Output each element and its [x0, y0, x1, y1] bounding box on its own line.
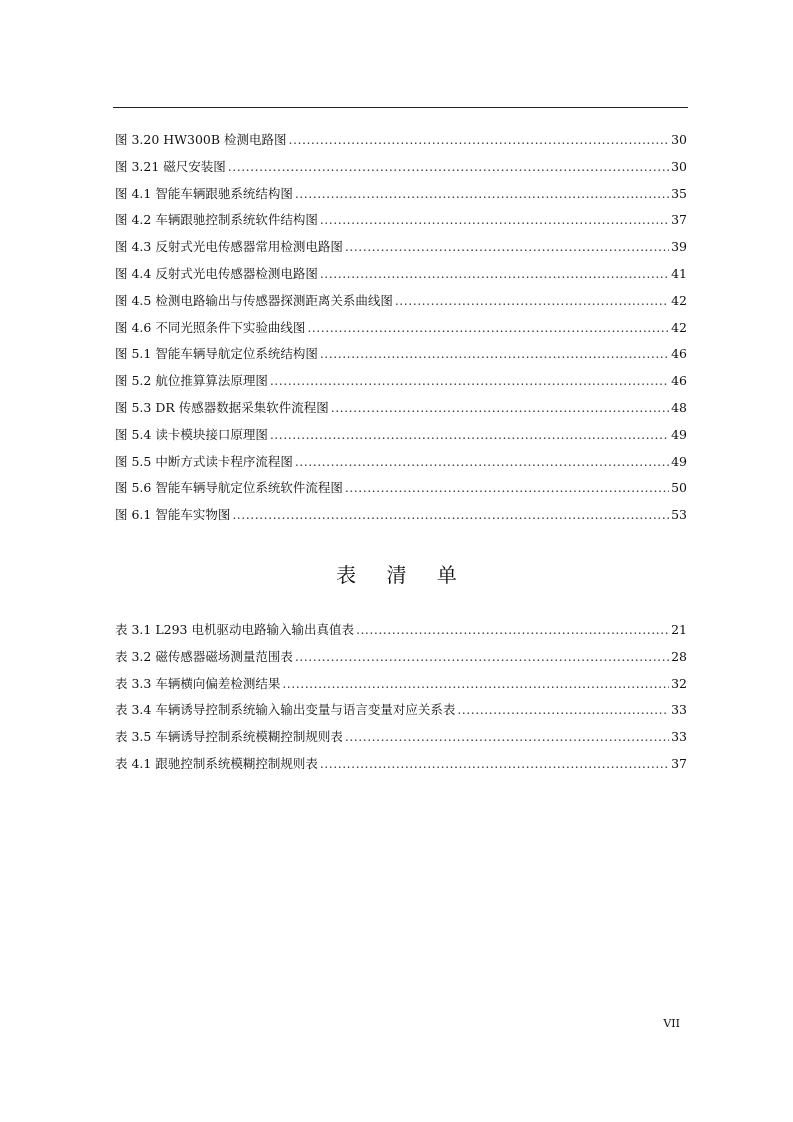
leader-dots: [228, 158, 669, 176]
leader-dots: [289, 131, 670, 149]
entry-label: 表 4.1 跟驰控制系统模糊控制规则表: [115, 755, 318, 771]
entry-label: 图 5.2 航位推算算法原理图: [115, 373, 268, 389]
figure-entry[interactable]: [115, 345, 687, 372]
entry-label: 图 3.20 HW300B 检测电路图: [115, 132, 287, 147]
figure-entry[interactable]: [115, 399, 687, 426]
entry-page-number: 49: [671, 426, 687, 442]
figure-entry[interactable]: [115, 131, 687, 158]
leader-dots: [457, 701, 669, 719]
entry-page-number: 53: [671, 507, 687, 523]
figure-entry[interactable]: [115, 372, 687, 399]
entry-label: 图 4.1 智能车辆跟驰系统结构图: [115, 185, 293, 201]
entry-page-number: 37: [671, 212, 687, 228]
table-entry[interactable]: [115, 728, 687, 755]
table-entry[interactable]: [115, 755, 687, 782]
entry-page-number: 28: [671, 648, 687, 664]
entry-label: 图 4.5 检测电路输出与传感器探测距离关系曲线图: [115, 292, 393, 308]
entry-label: 图 5.4 读卡模块接口原理图: [115, 426, 268, 442]
leader-dots: [320, 755, 669, 773]
figure-entry[interactable]: [115, 185, 687, 212]
leader-dots: [345, 238, 669, 256]
entry-label: 图 4.2 车辆跟驰控制系统软件结构图: [115, 212, 318, 228]
entry-page-number: 39: [671, 239, 687, 255]
leader-dots: [345, 728, 669, 746]
entry-page-number: 46: [671, 346, 687, 362]
figure-list: [115, 131, 687, 533]
entry-label: 表 3.5 车辆诱导控制系统模糊控制规则表: [115, 729, 343, 745]
leader-dots: [331, 399, 669, 417]
entry-page-number: 30: [671, 132, 687, 147]
leader-dots: [307, 319, 669, 337]
entry-page-number: 42: [671, 292, 687, 308]
figure-entry[interactable]: [115, 426, 687, 453]
leader-dots: [295, 185, 669, 203]
entry-label: 图 3.21 磁尺安装图: [115, 158, 226, 174]
entry-page-number: 21: [671, 622, 687, 637]
table-entry[interactable]: [115, 648, 687, 675]
leader-dots: [295, 648, 669, 666]
entry-page-number: 30: [671, 158, 687, 174]
entry-page-number: 37: [671, 755, 687, 771]
figure-entry[interactable]: [115, 292, 687, 319]
entry-label: 图 4.6 不同光照条件下实验曲线图: [115, 319, 306, 335]
entry-label: 图 5.6 智能车辆导航定位系统软件流程图: [115, 480, 343, 496]
entry-page-number: 41: [671, 265, 687, 281]
entry-label: 图 5.5 中断方式读卡程序流程图: [115, 453, 293, 469]
leader-dots: [320, 265, 669, 283]
leader-dots: [232, 506, 669, 524]
entry-page-number: 46: [671, 373, 687, 389]
entry-label: 图 5.3 DR 传感器数据采集软件流程图: [115, 399, 329, 415]
figure-entry[interactable]: [115, 506, 687, 533]
entry-label: 图 5.1 智能车辆导航定位系统结构图: [115, 346, 318, 362]
entry-page-number: 49: [671, 453, 687, 469]
entry-page-number: 35: [671, 185, 687, 201]
entry-page-number: 50: [671, 480, 687, 496]
entry-page-number: 32: [671, 675, 687, 691]
figure-entry[interactable]: [115, 265, 687, 292]
leader-dots: [270, 426, 669, 444]
figure-entry[interactable]: [115, 319, 687, 346]
header-rule: [113, 107, 688, 108]
tables-section-title: 表 清 单: [336, 563, 469, 587]
table-entry[interactable]: [115, 675, 687, 702]
figure-entry[interactable]: [115, 479, 687, 506]
leader-dots: [356, 621, 669, 639]
entry-page-number: 33: [671, 702, 687, 718]
entry-label: 表 3.3 车辆横向偏差检测结果: [115, 675, 281, 691]
leader-dots: [345, 479, 669, 497]
leader-dots: [395, 292, 669, 310]
figure-entry[interactable]: [115, 158, 687, 185]
page-number: VII: [663, 1017, 680, 1030]
table-list: [115, 621, 687, 782]
figure-entry[interactable]: [115, 211, 687, 238]
entry-page-number: 42: [671, 319, 687, 335]
entry-label: 图 4.4 反射式光电传感器检测电路图: [115, 265, 318, 281]
figure-entry[interactable]: [115, 238, 687, 265]
entry-label: 图 4.3 反射式光电传感器常用检测电路图: [115, 239, 343, 255]
table-entry[interactable]: [115, 621, 687, 648]
entry-label: 表 3.2 磁传感器磁场测量范围表: [115, 648, 293, 664]
leader-dots: [320, 211, 669, 229]
table-entry[interactable]: [115, 701, 687, 728]
entry-label: 表 3.4 车辆诱导控制系统输入输出变量与语言变量对应关系表: [115, 702, 456, 718]
entry-label: 表 3.1 L293 电机驱动电路输入输出真值表: [115, 622, 354, 637]
figure-entry[interactable]: [115, 453, 687, 480]
leader-dots: [320, 345, 669, 363]
entry-page-number: 33: [671, 729, 687, 745]
leader-dots: [282, 675, 669, 693]
leader-dots: [295, 453, 669, 471]
entry-label: 图 6.1 智能车实物图: [115, 507, 231, 523]
leader-dots: [270, 372, 669, 390]
entry-page-number: 48: [671, 399, 687, 415]
